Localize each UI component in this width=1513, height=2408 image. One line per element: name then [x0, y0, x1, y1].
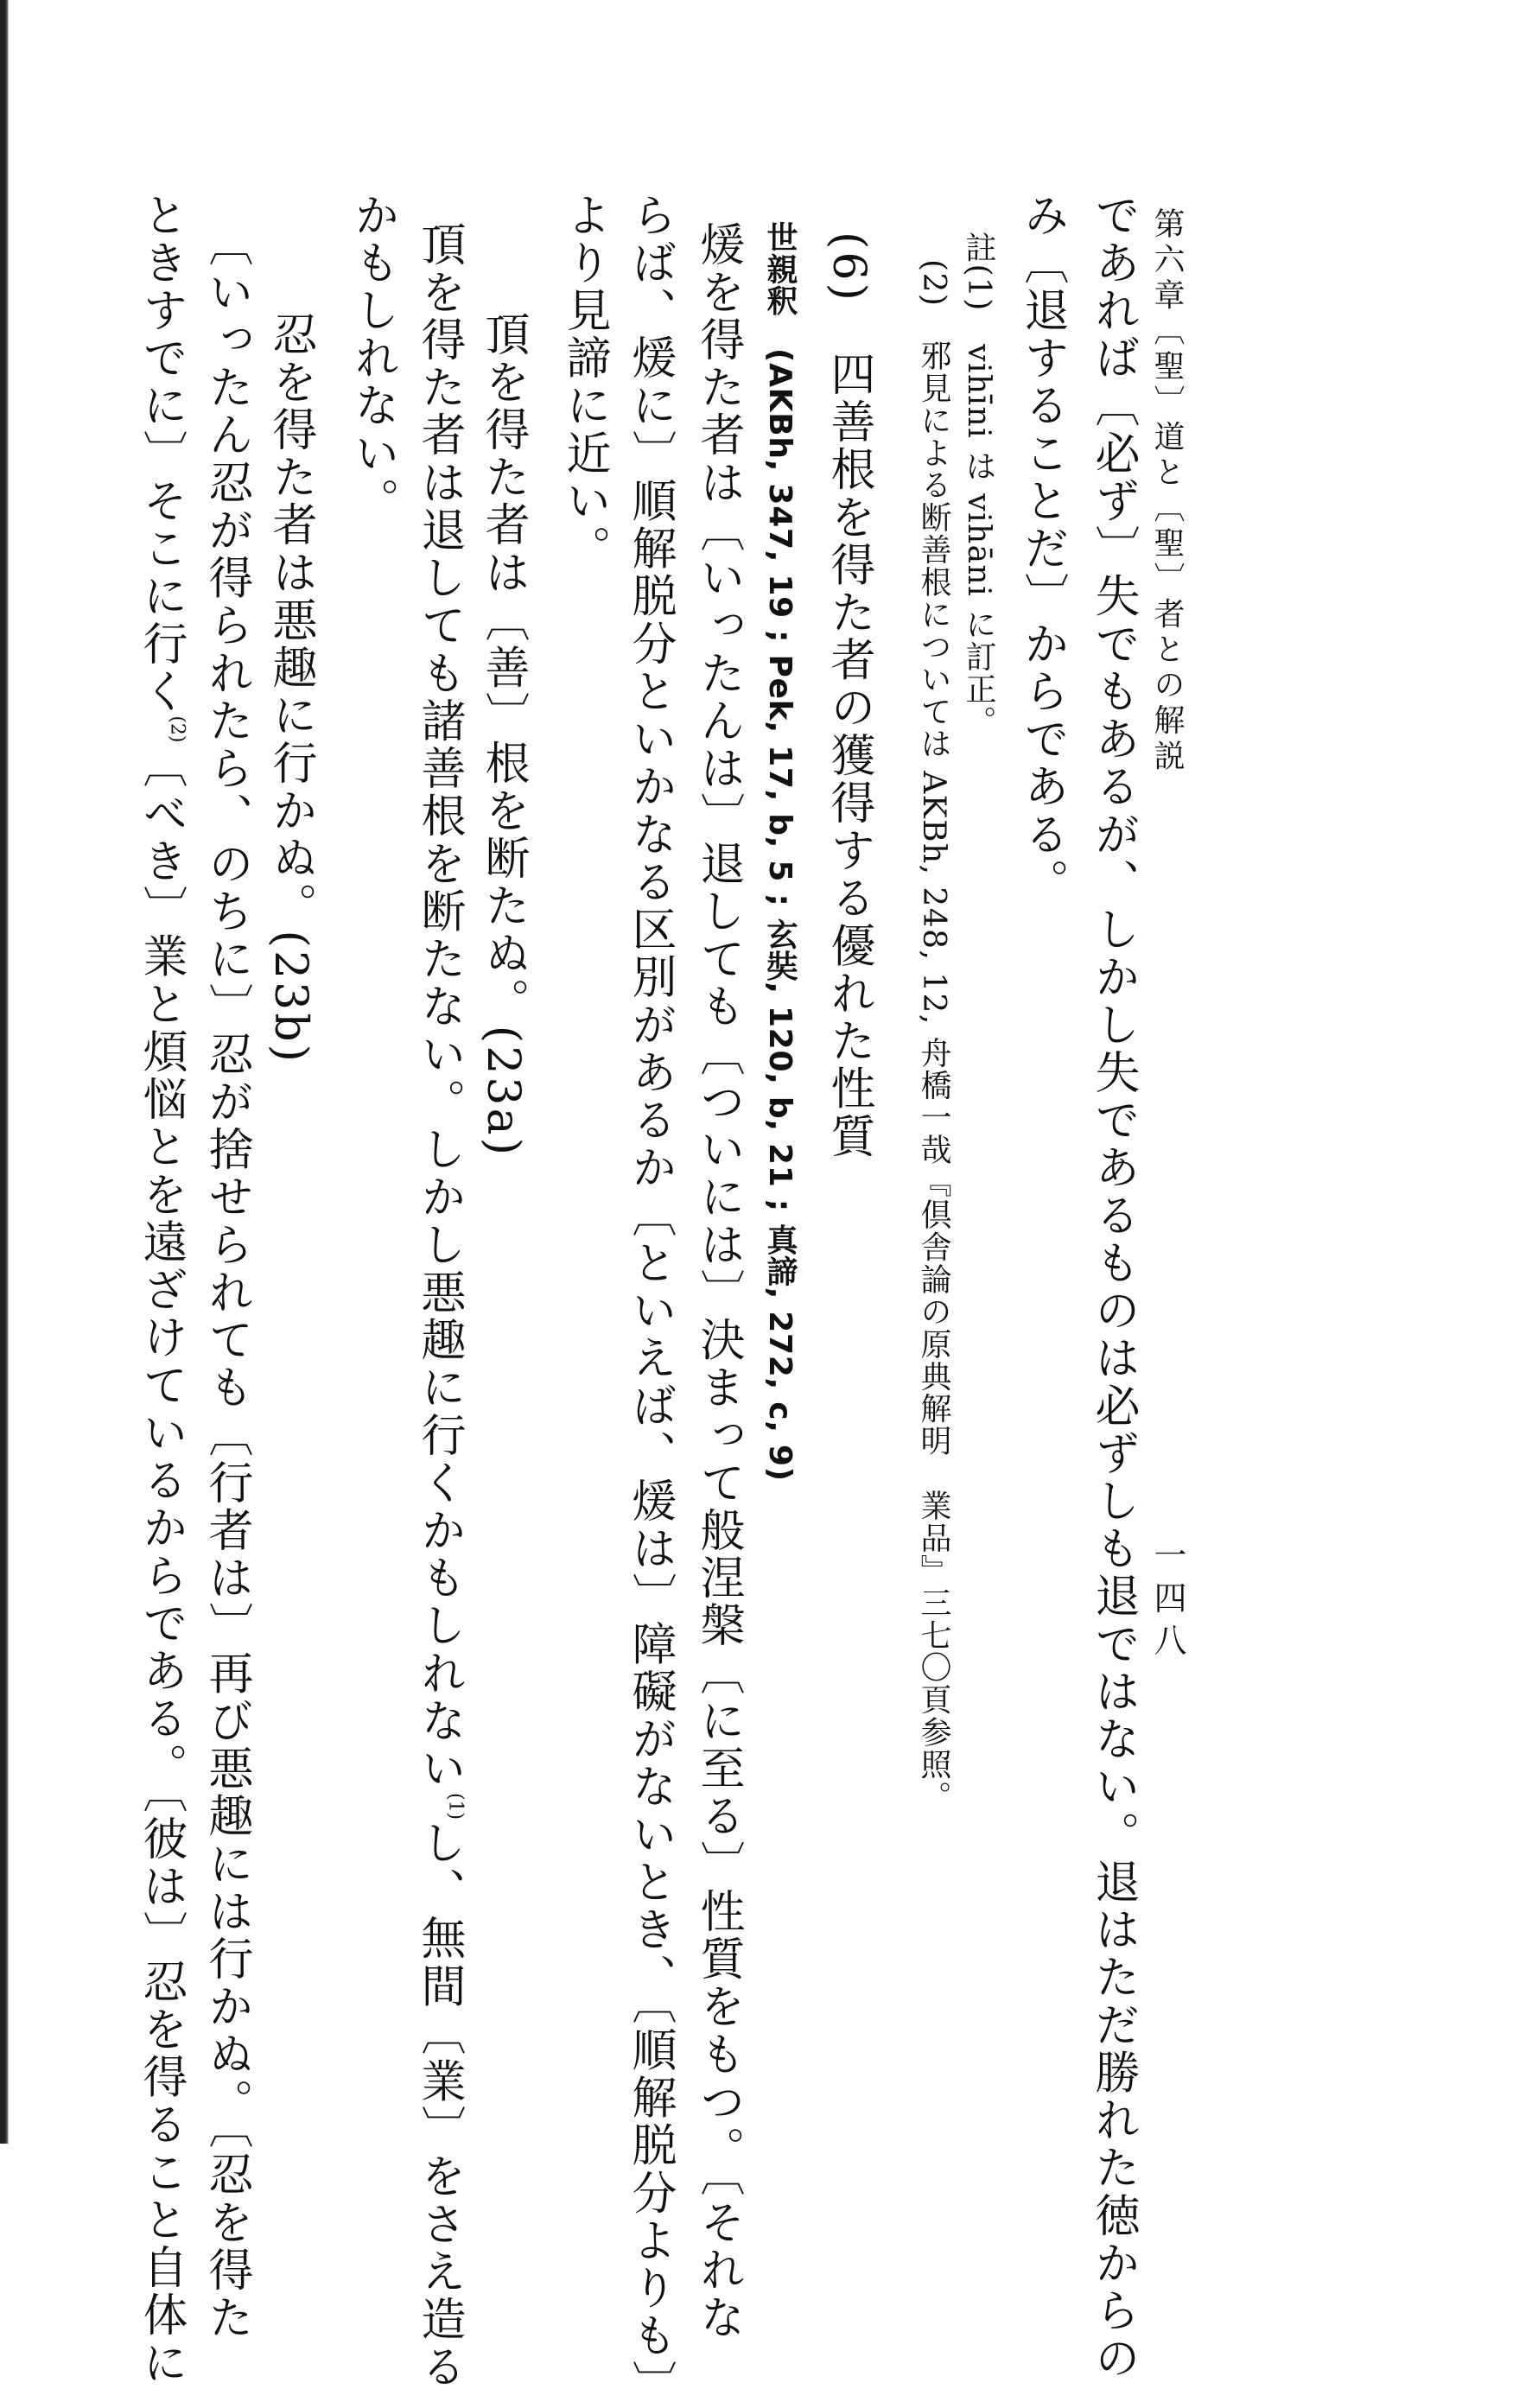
- page-binding-edge: [0, 0, 9, 2144]
- running-header: 第六章〔聖〕道と〔聖〕者との解説: [1149, 207, 1185, 775]
- page-number: 一四八: [1148, 1538, 1186, 1667]
- body-column-4: らば、煖に〕順解脱分といかなる区別があるか〔といえば、煖は〕障礙がないとき、〔順解脱分よりも〕: [624, 192, 676, 2408]
- footnote-reference-mark: (1): [444, 1792, 467, 1820]
- source-label: 世親釈: [762, 221, 798, 317]
- body-column-6-text: 頂を得た者は退しても諸善根を断たない。しかし悪趣に行くかもしれない$^{(1)}$し、無間〔業〕をさえ造る: [413, 221, 467, 2392]
- body-column-9-text: ときすでに〕そこに行く$^{(2)}$〔べき〕業と煩悩とを遠ざけているからである。〔彼は〕忍を得ること自体に: [135, 192, 188, 2387]
- verse-23b: 忍を得た者は悪趣に行かぬ。(23b): [264, 311, 316, 1065]
- footnote-1: 註(1) vihīni は vihāni に訂正。: [961, 232, 996, 738]
- footnote-reference-mark: (2): [166, 715, 188, 743]
- body-column-9: [135, 192, 188, 2387]
- body-column-7: かもしれない。: [346, 192, 398, 525]
- source-references: (AKBh, 347, 19 ; Pek, 17, b, 5 ; 玄奘, 120, b, 21 ; 真諦, 272, c, 9): [762, 347, 798, 1482]
- body-column-2: み〔退することだ〕からである。: [1016, 192, 1068, 906]
- body-column-6: [413, 221, 467, 2392]
- body-column-8: 〔いったん忍が得られたら、のちに〕忍が捨せられても〔行者は〕再び悪趣には行かぬ。〔忍を得た: [200, 221, 252, 2342]
- body-column-3: 煖を得た者は〔いったんは〕退しても〔ついには〕決まって般涅槃〔に至る〕性質をもつ。〔それな: [692, 221, 744, 2342]
- body-column-1: であれば〔必ず〕失でもあるが、しかし失であるものは必ずしも退ではない。退はただ勝れた徳からの: [1087, 192, 1139, 2383]
- verse-23a: 頂を得た者は〔善〕根を断たぬ。(23a): [477, 311, 529, 1159]
- source-citation: [762, 221, 798, 1482]
- section-heading: (6) 四善根を得た者の獲得する優れた性質: [823, 232, 874, 1161]
- body-column-5: より見諦に近い。: [558, 192, 610, 573]
- footnote-2: (2) 邪見による断善根については AKBh, 248, 12, 舟橋一哉『倶舎論の原典解明 業品』三七〇頁参照。: [916, 259, 951, 1814]
